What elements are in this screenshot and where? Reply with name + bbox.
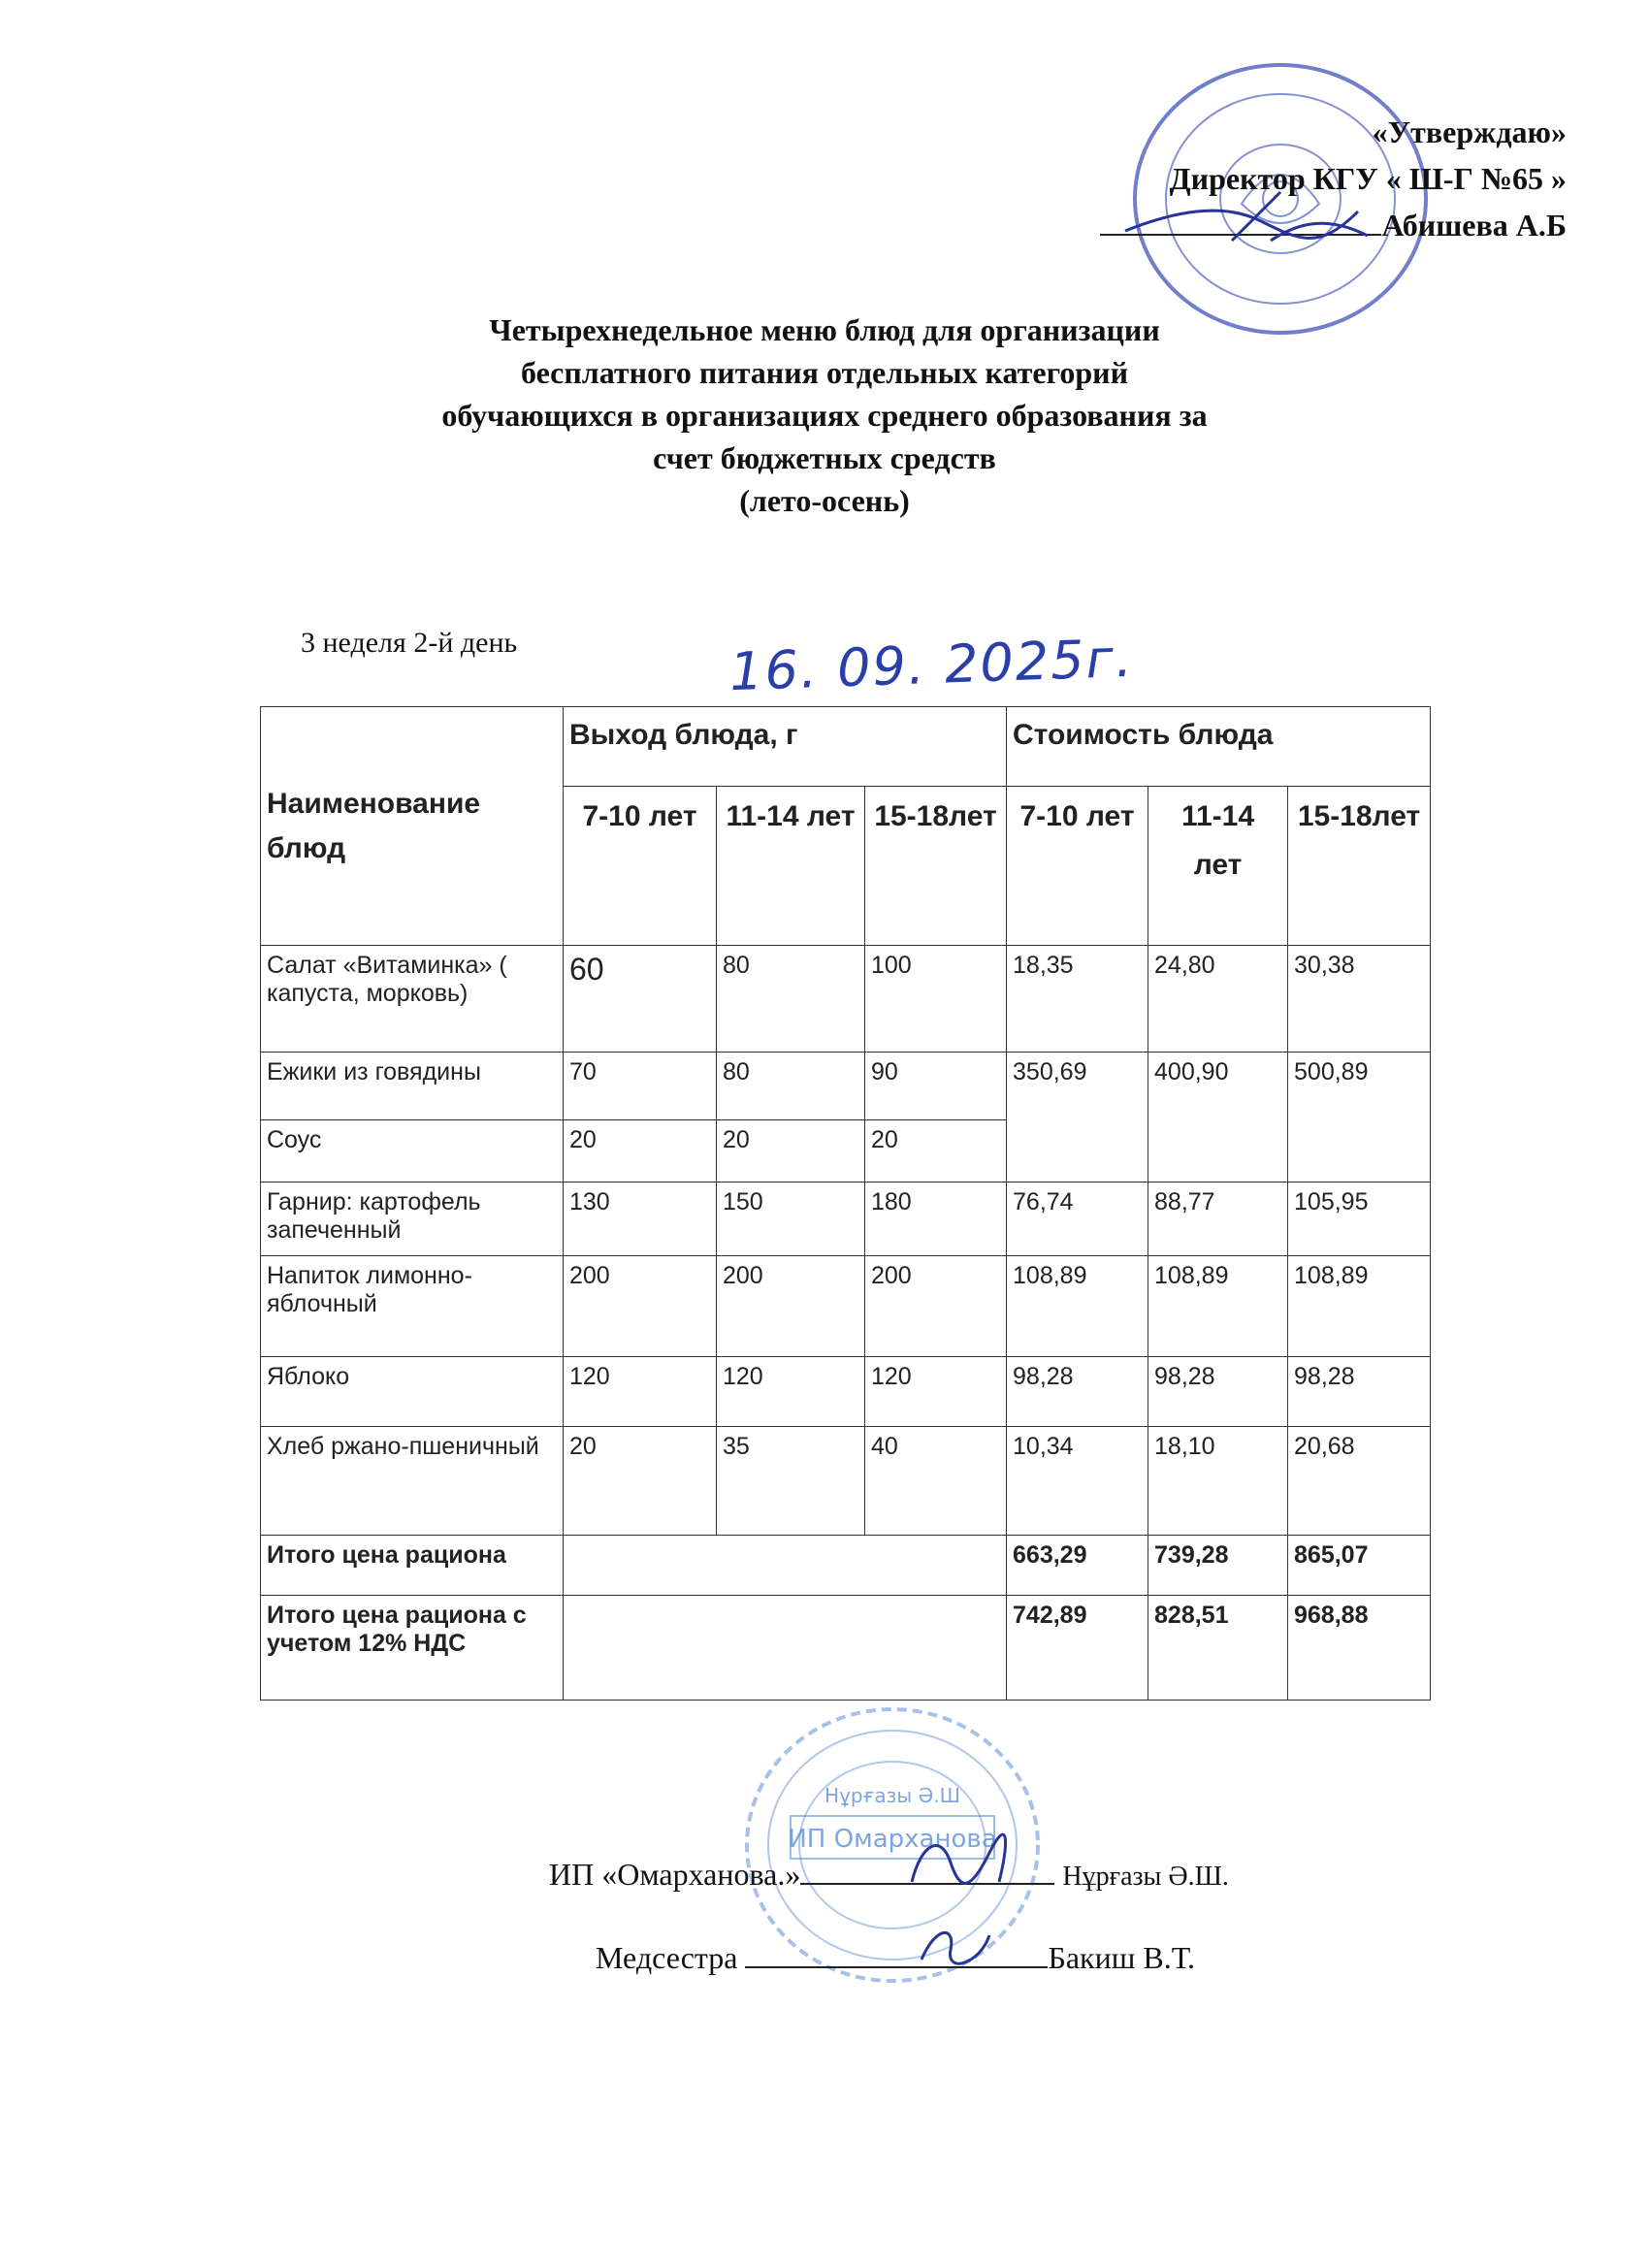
director-name: Абишева А.Б [1381,208,1567,243]
dish-name: Салат «Витаминка» ( капуста, морковь) [261,946,564,1053]
yield-11-14: 120 [717,1357,865,1427]
dish-name: Напиток лимонно-яблочный [261,1256,564,1357]
cost-7-10: 108,89 [1007,1256,1148,1357]
nurse-signature [912,1916,999,1974]
yield-15-18: 120 [865,1357,1007,1427]
cost-15-18: 500,89 [1288,1053,1431,1183]
yield-11-14: 80 [717,1053,865,1120]
yield-11-14: 150 [717,1183,865,1256]
dish-name: Ежики из говядины [261,1053,564,1120]
yield-15-18: 40 [865,1427,1007,1536]
cost-11-14: 24,80 [1148,946,1288,1053]
menu-table [260,706,1431,1701]
nurse-name: Бакиш В.Т. [1048,1940,1196,1975]
director-title: Директор КГУ « Ш-Г №65 » [1169,161,1567,196]
yield-11-14: 80 [717,946,865,1053]
document-title [0,308,1649,522]
yield-11-14: 35 [717,1427,865,1536]
header-yield: Выход блюда, г [564,707,1007,787]
yield-11-14: 20 [717,1120,865,1183]
title-season: (лето-осень) [739,483,910,518]
table-row [261,1183,1431,1256]
total-vat-empty-cell [564,1596,1007,1701]
yield-15-18: 100 [865,946,1007,1053]
yield-7-10: 20 [564,1427,717,1536]
supplier-label: ИП «Омарханова.» [549,1857,801,1892]
cost-11-14: 18,10 [1148,1427,1288,1536]
title-line-2: бесплатного питания отдельных категорий [520,355,1128,390]
header-yield-age-7-10: 7-10 лет [564,787,717,946]
total-label: Итого цена рациона [261,1536,564,1596]
header-yield-age-11-14: 11-14 лет [717,787,865,946]
header-cost-age-11-14: 11-14 лет [1148,787,1288,946]
stamp-person: Нұрғазы Ә.Ш [824,1784,960,1807]
title-line-3: обучающихся в организациях среднего образования за [441,398,1208,433]
table-row [261,1427,1431,1536]
nurse-label: Медсестра [596,1940,738,1975]
table-row [261,1053,1431,1120]
cost-7-10: 98,28 [1007,1357,1148,1427]
cost-15-18: 20,68 [1288,1427,1431,1536]
nurse-signature-row [596,1940,1195,1976]
header-cost-age-15-18: 15-18лет [1288,787,1431,946]
total-vat-cost-11-14: 828,51 [1148,1596,1288,1701]
total-empty-cell [564,1536,1007,1596]
header-cost-age-7-10: 7-10 лет [1007,787,1148,946]
dish-name: Яблоко [261,1357,564,1427]
cost-15-18: 98,28 [1288,1357,1431,1427]
cost-11-14: 400,90 [1148,1053,1288,1183]
header-yield-age-15-18: 15-18лет [865,787,1007,946]
cost-11-14: 108,89 [1148,1256,1288,1357]
title-line-4: счет бюджетных средств [653,440,996,475]
stamp-name: ИП Омарханова [788,1825,997,1854]
supplier-signature-row [549,1857,1229,1893]
total-vat-cost-7-10: 742,89 [1007,1596,1148,1701]
cost-15-18: 105,95 [1288,1183,1431,1256]
yield-7-10: 60 [564,946,717,1053]
total-row [261,1536,1431,1596]
yield-15-18: 20 [865,1120,1007,1183]
cost-7-10: 76,74 [1007,1183,1148,1256]
title-line-1: Четырехнедельное меню блюд для организации [489,312,1160,347]
header-dish-name: Наименование блюд [261,707,564,946]
signature-line [745,1941,1048,1968]
yield-15-18: 200 [865,1256,1007,1357]
total-cost-7-10: 663,29 [1007,1536,1148,1596]
cost-7-10: 18,35 [1007,946,1148,1053]
yield-7-10: 130 [564,1183,717,1256]
approve-label: «Утверждаю» [1372,114,1567,149]
dish-name: Соус [261,1120,564,1183]
cost-7-10: 350,69 [1007,1053,1148,1183]
week-day-label: 3 неделя 2-й день [301,627,518,659]
total-vat-label: Итого цена рациона с учетом 12% НДС [261,1596,564,1701]
cost-11-14: 98,28 [1148,1357,1288,1427]
yield-7-10: 20 [564,1120,717,1183]
yield-11-14: 200 [717,1256,865,1357]
total-cost-15-18: 865,07 [1288,1536,1431,1596]
supplier-signature [902,1824,1018,1901]
yield-7-10: 120 [564,1357,717,1427]
table-row [261,1256,1431,1357]
director-signature [1116,182,1387,260]
table-row [261,1357,1431,1427]
yield-7-10: 200 [564,1256,717,1357]
dish-name: Гарнир: картофель запеченный [261,1183,564,1256]
yield-7-10: 70 [564,1053,717,1120]
dish-name: Хлеб ржано-пшеничный [261,1427,564,1536]
cost-11-14: 88,77 [1148,1183,1288,1256]
table-row [261,946,1431,1053]
cost-7-10: 10,34 [1007,1427,1148,1536]
supplier-name: Нұрғазы Ә.Ш. [1062,1862,1229,1892]
yield-15-18: 180 [865,1183,1007,1256]
total-cost-11-14: 739,28 [1148,1536,1288,1596]
header-cost: Стоимость блюда [1007,707,1431,787]
yield-15-18: 90 [865,1053,1007,1120]
cost-15-18: 108,89 [1288,1256,1431,1357]
total-vat-row [261,1596,1431,1701]
handwritten-date: 16. 09. 2025г. [728,627,1136,703]
cost-15-18: 30,38 [1288,946,1431,1053]
total-vat-cost-15-18: 968,88 [1288,1596,1431,1701]
